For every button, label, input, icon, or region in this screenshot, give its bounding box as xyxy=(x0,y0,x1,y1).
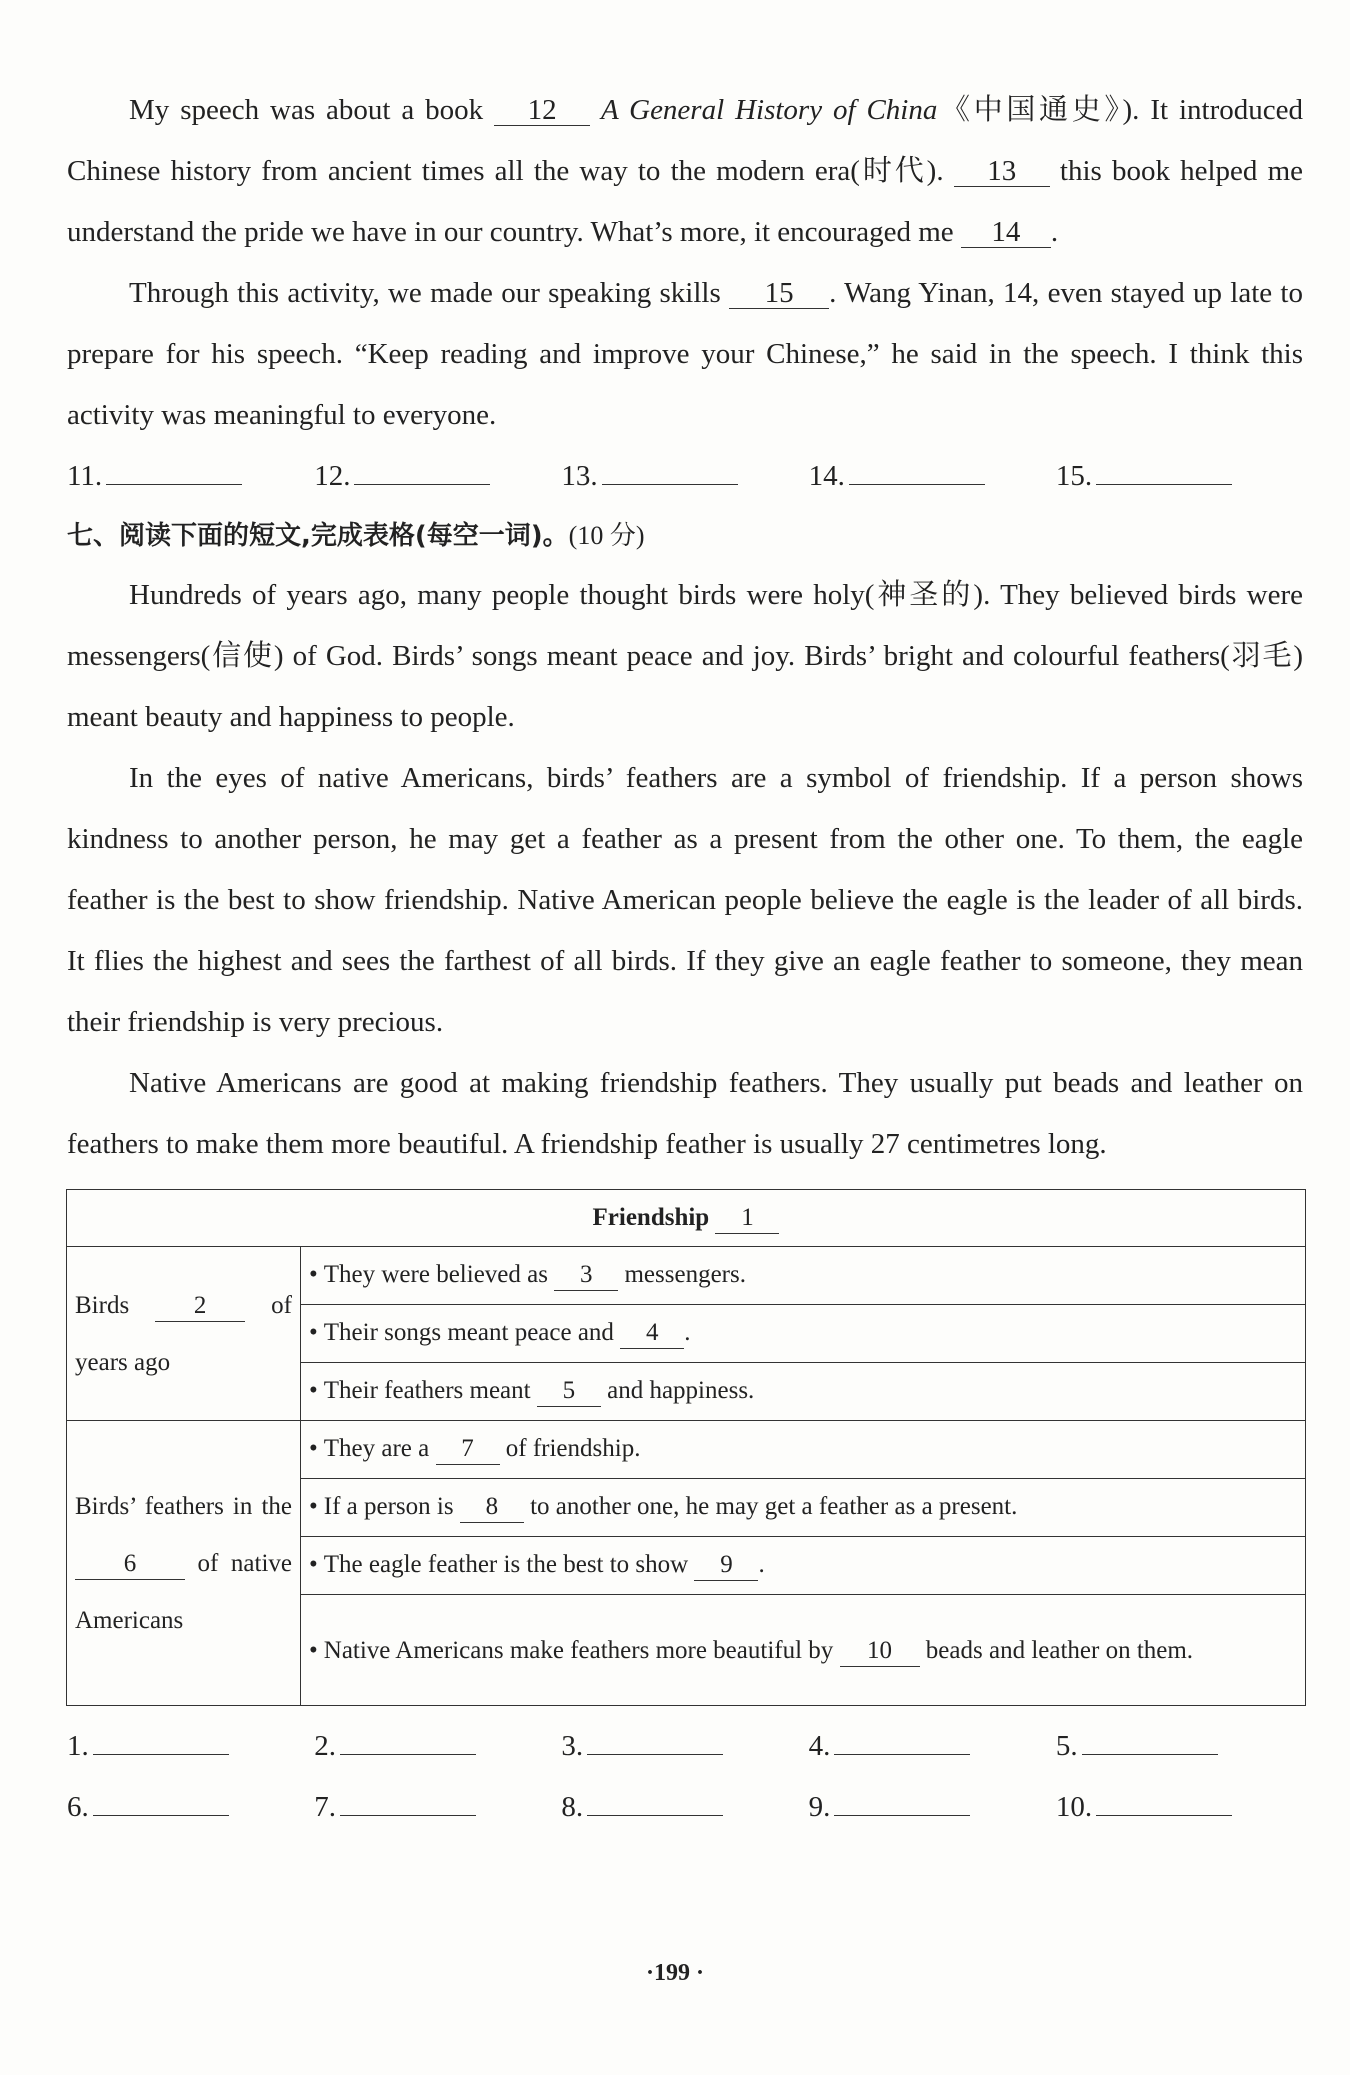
text: They were believed as xyxy=(323,1261,555,1288)
blank-8: 8 xyxy=(460,1492,524,1523)
bullet: • xyxy=(309,1319,318,1346)
bullet: • xyxy=(309,1636,318,1664)
table-row xyxy=(301,1363,1306,1421)
answer-number: 14. xyxy=(808,460,845,492)
answer-line[interactable] xyxy=(587,1791,723,1816)
text: The eagle feather is the best to show xyxy=(323,1551,695,1578)
table-header xyxy=(67,1190,1306,1247)
text: Native Americans make feathers more beautiful by xyxy=(323,1636,840,1664)
group1-label xyxy=(67,1247,301,1421)
table-row xyxy=(301,1247,1306,1305)
answer-slot[interactable] xyxy=(1056,1791,1303,1824)
blank-12: 12 xyxy=(494,95,590,126)
section-title: 七、阅读下面的短文,完成表格(每空一词)。 xyxy=(67,521,569,551)
passage2-paragraph1: Hundreds of years ago, many people thought birds were holy(神圣的). They believed birds were messengers(信使) of God. Birds’ songs meant peace and joy. Birds’ bright and colourful feathers(羽毛) meant beauty and happiness to people. xyxy=(67,579,1303,733)
answer-number: 8. xyxy=(561,1791,584,1823)
answer-number: 7. xyxy=(314,1791,336,1823)
answer-slot[interactable] xyxy=(561,1730,808,1763)
answer-number: 4. xyxy=(808,1730,831,1762)
blank-14: 14 xyxy=(961,217,1051,248)
answer-line[interactable] xyxy=(587,1730,723,1755)
answer-slot[interactable] xyxy=(809,1791,1056,1824)
answer-row-1-5 xyxy=(67,1716,1303,1777)
group2-label xyxy=(67,1421,301,1706)
table-row xyxy=(301,1305,1306,1363)
answer-number: 6. xyxy=(67,1791,89,1823)
bullet: • xyxy=(309,1493,318,1520)
text: 《中国通史》). It introduced Chinese history from ancient times all the way to the modern era(时代). xyxy=(67,94,1303,187)
blank-7: 7 xyxy=(436,1434,500,1465)
table-row xyxy=(301,1595,1306,1706)
text: messengers. xyxy=(618,1261,746,1288)
answer-slot[interactable] xyxy=(314,1730,561,1763)
blank-4: 4 xyxy=(620,1318,684,1349)
answer-line[interactable] xyxy=(1096,460,1232,485)
text: Their feathers meant xyxy=(323,1377,537,1404)
text: My speech was about a book xyxy=(129,94,495,126)
answer-line[interactable] xyxy=(849,460,985,485)
answer-number: 15. xyxy=(1055,460,1093,492)
blank-5: 5 xyxy=(537,1376,601,1407)
text: of friendship. xyxy=(499,1435,641,1462)
answer-number: 12. xyxy=(314,460,351,492)
answer-number: 13. xyxy=(561,460,598,492)
text: . xyxy=(684,1319,691,1346)
text: beads and leather on them. xyxy=(919,1636,1194,1664)
answer-slot[interactable] xyxy=(314,1791,561,1824)
answer-number: 10. xyxy=(1055,1791,1093,1823)
worksheet-page xyxy=(67,80,1303,1838)
text: . Wang Yinan, 14, even stayed up late to prepare for his speech. “Keep reading and improve your Chinese,” he said in the speech. I think this activity was meaningful to everyone. xyxy=(67,277,1303,431)
answer-slot[interactable] xyxy=(67,1791,314,1824)
answer-slot[interactable] xyxy=(314,460,561,493)
answer-line[interactable] xyxy=(93,1791,229,1816)
answer-slot[interactable] xyxy=(809,1730,1056,1763)
answer-slot[interactable] xyxy=(67,460,314,493)
answer-slot[interactable] xyxy=(561,1791,808,1824)
blank-6: 6 xyxy=(75,1549,185,1580)
answer-slot[interactable] xyxy=(67,1730,314,1763)
blank-2: 2 xyxy=(155,1291,245,1322)
page-number: ·199 · xyxy=(645,1960,704,1986)
answer-line[interactable] xyxy=(93,1730,229,1755)
answer-number: 2. xyxy=(314,1730,336,1762)
text: Birds xyxy=(75,1291,156,1319)
answer-line[interactable] xyxy=(1096,1791,1232,1816)
answer-line[interactable] xyxy=(340,1791,476,1816)
friendship-table xyxy=(66,1189,1306,1706)
text: . xyxy=(758,1551,765,1578)
answer-slot[interactable] xyxy=(1056,1730,1303,1763)
table-row xyxy=(301,1479,1306,1537)
blank-15: 15 xyxy=(729,278,829,309)
answer-number: 5. xyxy=(1055,1730,1078,1762)
answer-line[interactable] xyxy=(602,460,738,485)
answer-number: 11. xyxy=(67,460,103,492)
answer-line[interactable] xyxy=(354,460,490,485)
text: this book helped me understand the pride we have in our country. What’s more, it encouraged me xyxy=(67,155,1303,248)
blank-3: 3 xyxy=(554,1260,618,1291)
table-title: Friendship xyxy=(592,1203,716,1231)
blank-9: 9 xyxy=(694,1550,758,1581)
answer-number: 3. xyxy=(561,1730,584,1762)
text: Their songs meant peace and xyxy=(323,1319,621,1346)
answer-row-6-10 xyxy=(67,1777,1303,1838)
bullet: • xyxy=(309,1261,318,1288)
answer-number: 9. xyxy=(808,1791,831,1823)
answer-line[interactable] xyxy=(1082,1730,1218,1755)
text: of years ago xyxy=(75,1291,292,1376)
section-points: (10 分) xyxy=(568,521,645,550)
answer-slot[interactable] xyxy=(809,460,1056,493)
answer-number: 1. xyxy=(67,1730,89,1762)
answer-line[interactable] xyxy=(834,1730,970,1755)
table-row xyxy=(301,1537,1306,1595)
answer-line[interactable] xyxy=(340,1730,476,1755)
blank-10: 10 xyxy=(840,1636,920,1667)
answer-slot[interactable] xyxy=(561,460,808,493)
answer-slot[interactable] xyxy=(1056,460,1303,493)
passage1-paragraph2 xyxy=(67,263,1303,446)
text: Through this activity, we made our speaking skills xyxy=(129,277,730,309)
text xyxy=(590,94,601,126)
passage1-paragraph1 xyxy=(67,80,1303,263)
answer-line[interactable] xyxy=(834,1791,970,1816)
bullet: • xyxy=(309,1435,318,1462)
passage2-paragraph2: In the eyes of native Americans, birds’ feathers are a symbol of friendship. If a person shows kindness to another person, he may get a feather as a present from the other one. To them, the eagle feather is the best to show friendship. Native American people believe the eagle is the leader of all birds. It flies the highest and sees the farthest of all birds. If they give an eagle feather to someone, they mean their friendship is very precious. xyxy=(67,762,1303,1038)
bullet: • xyxy=(309,1551,318,1578)
text: Birds’ feathers in the xyxy=(75,1492,292,1520)
text: They are a xyxy=(323,1435,436,1462)
table-row xyxy=(301,1421,1306,1479)
book-title: A General History of China xyxy=(601,94,938,126)
blank-1: 1 xyxy=(715,1203,779,1234)
passage2-paragraph3: Native Americans are good at making friendship feathers. They usually put beads and leather on feathers to make them more beautiful. A friendship feather is usually 27 centimetres long. xyxy=(67,1067,1303,1160)
text: If a person is xyxy=(323,1493,460,1520)
answer-line[interactable] xyxy=(106,460,242,485)
text: and happiness. xyxy=(600,1377,755,1404)
text: to another one, he may get a feather as a present. xyxy=(523,1493,1018,1520)
text: . xyxy=(1050,216,1059,248)
blank-13: 13 xyxy=(954,156,1050,187)
bullet: • xyxy=(309,1377,318,1404)
text: of native Americans xyxy=(75,1549,292,1634)
answer-row-11-15 xyxy=(67,446,1303,507)
section-heading xyxy=(67,507,1303,565)
